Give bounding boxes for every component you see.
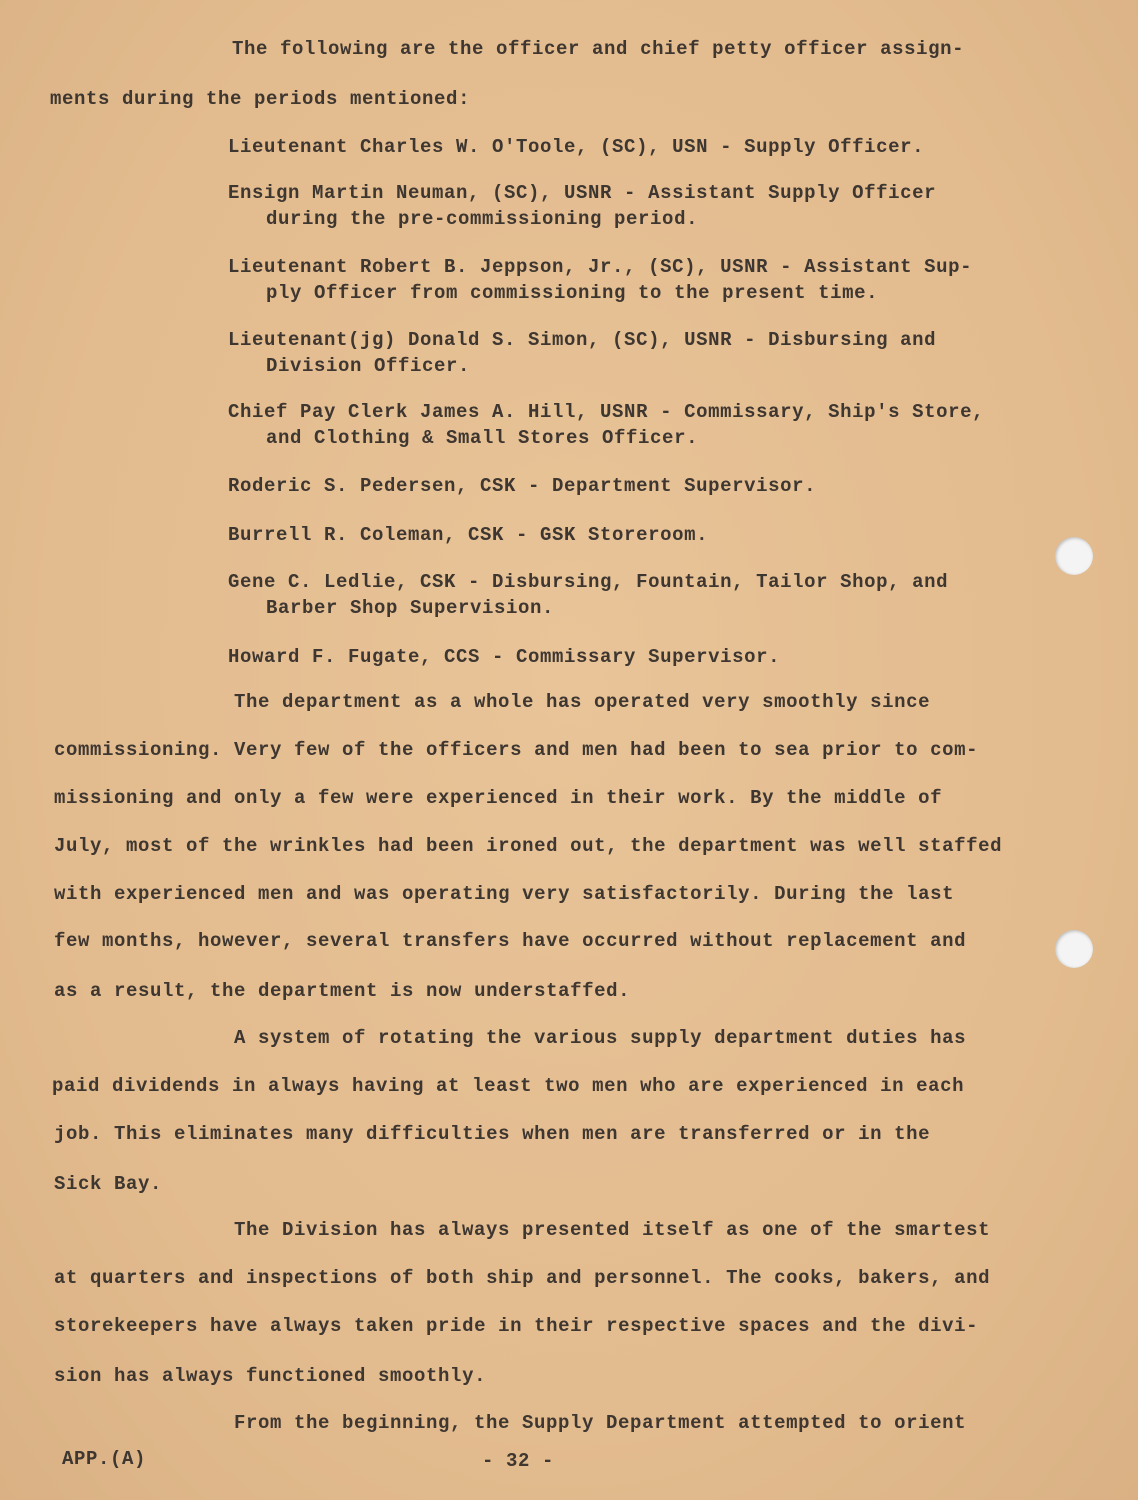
paragraph-line: with experienced men and was operating very satisfactorily. During the last <box>54 883 955 905</box>
assignment-line-1: Lieutenant Charles W. O'Toole, (SC), USN - Supply Officer. <box>228 136 925 158</box>
assignment-entry <box>228 522 708 548</box>
assignment-line-1: Chief Pay Clerk James A. Hill, USNR - Commissary, Ship's Store, <box>228 401 985 423</box>
paragraph-line: commissioning. Very few of the officers and men had been to sea prior to com- <box>54 739 979 761</box>
assignment-entry <box>228 134 924 160</box>
assignment-entry <box>228 644 780 670</box>
assignment-line-1: Gene C. Ledlie, CSK - Disbursing, Fountain, Tailor Shop, and <box>228 571 949 593</box>
paragraph-line: at quarters and inspections of both ship and personnel. The cooks, bakers, and <box>54 1267 991 1289</box>
intro-line-1: The following are the officer and chief petty officer assign- <box>232 38 965 60</box>
intro-line-2: ments during the periods mentioned: <box>50 88 471 110</box>
assignment-line-1: Howard F. Fugate, CCS - Commissary Supervisor. <box>228 646 781 668</box>
paragraph-line: as a result, the department is now understaffed. <box>54 980 631 1002</box>
assignment-line-2: Division Officer. <box>266 355 471 377</box>
assignment-line-1: Lieutenant(jg) Donald S. Simon, (SC), USNR - Disbursing and <box>228 329 937 351</box>
appendix-label: APP.(A) <box>62 1448 147 1470</box>
paragraph-line: few months, however, several transfers have occurred without replacement and <box>54 930 967 952</box>
assignment-entry <box>228 399 984 451</box>
page-number: - 32 - <box>482 1450 555 1472</box>
assignment-entry <box>228 254 972 306</box>
assignment-entry <box>228 473 816 499</box>
assignment-line-2: ply Officer from commissioning to the present time. <box>266 282 879 304</box>
paragraph-line: The department as a whole has operated very smoothly since <box>234 691 931 713</box>
assignment-line-1: Burrell R. Coleman, CSK - GSK Storeroom. <box>228 524 709 546</box>
assignment-line-2: during the pre-commissioning period. <box>266 208 699 230</box>
assignment-line-1: Lieutenant Robert B. Jeppson, Jr., (SC), USNR - Assistant Sup- <box>228 256 973 278</box>
assignment-entry <box>228 569 948 621</box>
paragraph-line: The Division has always presented itself as one of the smartest <box>234 1219 991 1241</box>
assignment-entry <box>228 327 936 379</box>
paragraph-line: job. This eliminates many difficulties when men are transferred or in the <box>54 1123 931 1145</box>
assignment-line-1: Roderic S. Pedersen, CSK - Department Supervisor. <box>228 475 817 497</box>
paragraph-line: storekeepers have always taken pride in their respective spaces and the divi- <box>54 1315 979 1337</box>
punch-hole-lower <box>1055 930 1093 968</box>
assignment-line-2: and Clothing & Small Stores Officer. <box>266 427 699 449</box>
paragraph-line: July, most of the wrinkles had been ironed out, the department was well staffed <box>54 835 1003 857</box>
paragraph-line: A system of rotating the various supply department duties has <box>234 1027 967 1049</box>
paragraph-line: sion has always functioned smoothly. <box>54 1365 487 1387</box>
assignment-entry <box>228 180 936 232</box>
assignment-line-1: Ensign Martin Neuman, (SC), USNR - Assistant Supply Officer <box>228 182 937 204</box>
paragraph-line: Sick Bay. <box>54 1173 163 1195</box>
punch-hole-upper <box>1055 537 1093 575</box>
paragraph-line: paid dividends in always having at least two men who are experienced in each <box>52 1075 965 1097</box>
paragraph-line: missioning and only a few were experienced in their work. By the middle of <box>54 787 943 809</box>
paragraph-line: From the beginning, the Supply Department attempted to orient <box>234 1412 967 1434</box>
assignment-line-2: Barber Shop Supervision. <box>266 597 555 619</box>
